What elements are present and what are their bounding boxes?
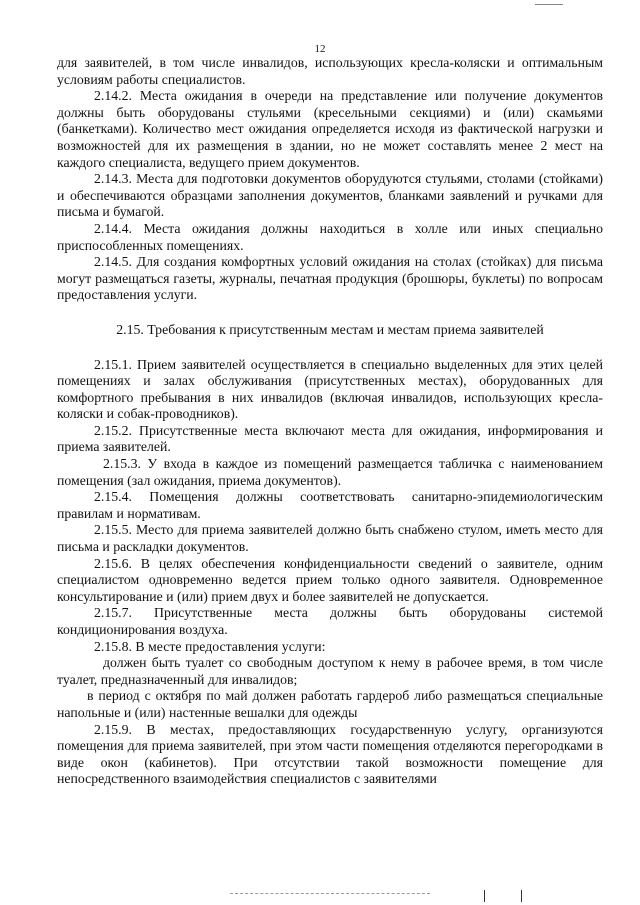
paragraph-toilet: должен быть туалет со свободным доступом к нему в рабочее время, в том числе туалет, предназначенный для инвалидов; (57, 655, 603, 687)
paragraph-2-15-3: 2.15.3. У входа в каждое из помещений размещается табличка с наименованием помещения (зал ожидания, приема документов). (57, 456, 603, 488)
paragraph-2-15-6: 2.15.6. В целях обеспечения конфиденциальности сведений о заявителе, одним специалистом одновременно ведется прием только одного заявителя. Одновременное консультирование и (или) прием двух и более заявителей не допускается. (57, 555, 603, 604)
paragraph-2-15-8: 2.15.8. В месте предоставления услуги: (94, 638, 326, 654)
bottom-scan-tick (521, 890, 522, 902)
corner-mark (535, 4, 563, 6)
document-body (57, 55, 603, 788)
paragraph-2-14-5: 2.14.5. Для создания комфортных условий ожидания на столах (стойках) для письма могут размещаться газеты, журналы, печатная продукция (брошюры, буклеты) по вопросам предоставления услуги. (57, 254, 603, 303)
spacer (57, 339, 603, 357)
paragraph-2-14-2: 2.14.2. Места ожидания в очереди на представление или получение документов должны быть оборудованы стульями (кресельными секциями) и (или) скамьями (банкетками). Количество мест ожидания определяется исходя из фактической нагрузки и возможностей для их размещения в здании, но не может составлять менее 2 мест на каждого специалиста, ведущего прием документов. (57, 88, 603, 170)
paragraph-2-15-2: 2.15.2. Присутственные места включают места для ожидания, информирования и приема заявителей. (57, 422, 603, 455)
paragraph-2-15-9: 2.15.9. В местах, предоставляющих государственную услугу, организуются помещения для приема заявителей, при этом части помещения отделяются перегородками в виде окон (кабинетов). При отсутствии такой возможности помещение для непосредственного взаимодействия специалистов с заявителями (57, 721, 603, 787)
bottom-scan-tick (484, 890, 485, 902)
paragraph-continuation: для заявителей, в том числе инвалидов, использующих кресла-коляски и оптимальным условиям работы специалистов. (57, 55, 603, 87)
paragraph-2-15-1: 2.15.1. Прием заявителей осуществляется в специально выделенных для этих целей помещениях и залах обслуживания (присутственных местах), оборудованных для комфортного пребывания в них инвалидов (включая инвалидов, использующих кресла-коляски и собак-проводников). (57, 356, 603, 422)
bottom-scan-line (230, 893, 430, 894)
section-heading: 2.15. Требования к присутственным местам и местам приема заявителей (116, 321, 544, 337)
paragraph-2-14-3: 2.14.3. Места для подготовки документов оборудуются стульями, столами (стойками) и обеспечиваются образцами заполнения документов, бланками заявлений и ручками для письма и бумагой. (57, 171, 603, 220)
paragraph-2-15-7: 2.15.7. Присутственные места должны быть оборудованы системой кондиционирования воздуха. (57, 605, 603, 637)
spacer (57, 304, 603, 322)
paragraph-2-14-4: 2.14.4. Места ожидания должны находиться в холле или иных специально приспособленных помещениях. (57, 220, 603, 253)
paragraph-wardrobe: в период с октября по май должен работать гардероб либо размещаться специальные напольные и (или) настенные вешалки для одежды (57, 688, 603, 720)
paragraph-2-15-5: 2.15.5. Место для приема заявителей должно быть снабжено стулом, иметь место для письма и раскладки документов. (57, 522, 603, 555)
page-number: 12 (314, 43, 326, 55)
paragraph-2-15-4: 2.15.4. Помещения должны соответствовать санитарно-эпидемиологическим правилам и нормативам. (57, 489, 603, 521)
